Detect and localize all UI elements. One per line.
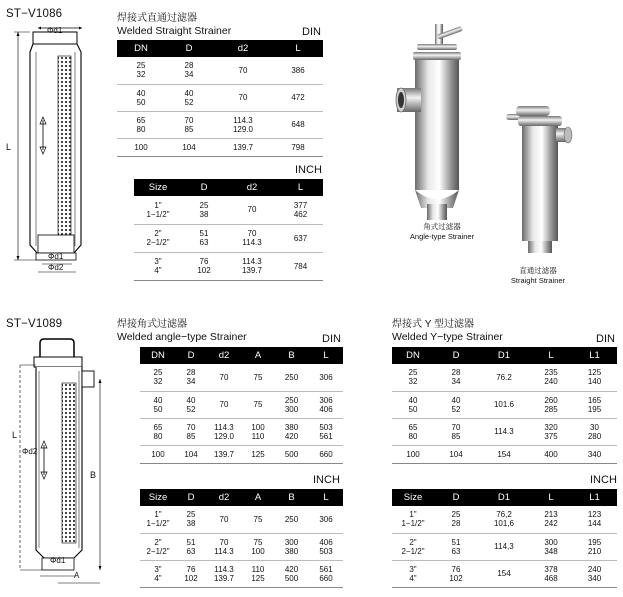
table-cell: 406 503 bbox=[319, 537, 333, 556]
table-cell: 70 bbox=[219, 372, 229, 382]
col-header: d2 bbox=[213, 40, 273, 57]
table-cell: 377 462 bbox=[293, 200, 308, 219]
table-cell: 660 bbox=[319, 449, 333, 459]
angle-strainer-photo bbox=[395, 18, 485, 233]
table-cell: 114.3 139.7 bbox=[213, 564, 235, 583]
table-cell: 70 85 bbox=[184, 115, 194, 134]
col-header: L bbox=[309, 489, 343, 506]
table-cell: 65 80 bbox=[408, 422, 418, 441]
table-cell: 114.3 bbox=[494, 427, 514, 436]
table-cell: 300 348 bbox=[544, 537, 558, 556]
col-header: DN bbox=[140, 347, 176, 364]
table-cell: 123 144 bbox=[587, 510, 602, 529]
table-straight-din bbox=[117, 40, 323, 157]
table-cell: 28 34 bbox=[451, 368, 461, 387]
col-header: A bbox=[242, 347, 274, 364]
table-cell: 40 50 bbox=[136, 88, 146, 107]
col-header: Size bbox=[134, 179, 182, 196]
angle-strainer-drawing bbox=[0, 335, 112, 590]
table-cell: 75 bbox=[253, 514, 263, 524]
table-cell: 76,2 101,6 bbox=[493, 510, 515, 529]
table-cell: 306 bbox=[319, 514, 333, 524]
straight-strainer-photo bbox=[500, 100, 575, 260]
table-cell: 65 80 bbox=[136, 115, 146, 134]
table-cell: 30 280 bbox=[587, 422, 602, 441]
table-y-din bbox=[392, 347, 617, 464]
table-cell: 250 300 bbox=[284, 395, 299, 414]
table-cell: 100 110 bbox=[251, 422, 265, 441]
table-cell: 70 bbox=[247, 205, 257, 215]
table-cell: 154 bbox=[497, 569, 511, 578]
caption-straight-en: Straight Strainer bbox=[510, 276, 566, 285]
table-cell: 3" 4" bbox=[154, 564, 162, 583]
table-y-inch bbox=[392, 489, 617, 588]
table-cell: 101.6 bbox=[493, 400, 515, 409]
col-header: L bbox=[309, 347, 343, 364]
table-cell: 100 bbox=[406, 449, 420, 459]
table-cell: 70 114.3 bbox=[242, 229, 262, 247]
table-cell: 306 406 bbox=[319, 395, 333, 414]
table-cell: 503 561 bbox=[319, 422, 333, 441]
table-cell: 40 52 bbox=[184, 88, 194, 107]
standard-din-angle: DIN bbox=[322, 333, 341, 345]
col-header: D1 bbox=[478, 347, 530, 364]
table-cell: 104 bbox=[182, 142, 196, 152]
col-header: A bbox=[242, 489, 274, 506]
col-header: d2 bbox=[226, 179, 278, 196]
dim-a-angle: A bbox=[74, 571, 80, 580]
col-header: D bbox=[434, 347, 478, 364]
table-angle-inch bbox=[140, 489, 343, 588]
table-cell: 28 34 bbox=[184, 61, 194, 80]
model-st-v1089: ST−V1089 bbox=[6, 318, 63, 330]
table-cell: 70 85 bbox=[451, 422, 461, 441]
table-cell: 75 bbox=[253, 400, 263, 409]
table-cell: 25 32 bbox=[153, 368, 163, 387]
table-cell: 114,3 bbox=[494, 542, 514, 551]
table-cell: 70 bbox=[219, 514, 229, 524]
table-cell: 40 52 bbox=[186, 395, 196, 414]
table-cell: 70 85 bbox=[186, 422, 196, 441]
table-cell: 125 140 bbox=[587, 368, 602, 387]
table-cell: 114.3 129.0 bbox=[213, 422, 235, 441]
inch-label-top: INCH bbox=[295, 164, 322, 176]
caption-straight-cn: 直通过滤器 bbox=[519, 266, 557, 275]
dim-d1-angle: Φd1 bbox=[50, 556, 66, 565]
table-cell: 235 240 bbox=[544, 368, 558, 387]
table-cell: 260 285 bbox=[544, 395, 558, 414]
model-st-v1086: ST−V1086 bbox=[6, 8, 63, 20]
dim-b-angle: B bbox=[90, 470, 97, 480]
title-cn-angle: 焊接角式过滤器 bbox=[117, 319, 187, 330]
table-cell: 648 bbox=[291, 120, 305, 129]
table-cell: 1" 1−1/2" bbox=[146, 200, 170, 219]
caption-angle-en: Angle-type Strainer bbox=[409, 232, 475, 241]
table-cell: 25 32 bbox=[136, 61, 146, 80]
col-header: d2 bbox=[206, 347, 242, 364]
table-cell: 100 bbox=[134, 142, 148, 152]
table-cell: 28 34 bbox=[186, 368, 196, 387]
col-header: L bbox=[530, 489, 572, 506]
col-header: D bbox=[176, 347, 206, 364]
col-header: Size bbox=[392, 489, 434, 506]
table-cell: 420 500 bbox=[284, 564, 299, 583]
table-cell: 70 bbox=[238, 93, 248, 102]
table-cell: 51 63 bbox=[451, 537, 461, 556]
col-header: L1 bbox=[572, 489, 617, 506]
table-cell: 154 bbox=[497, 449, 511, 459]
table-cell: 76 102 bbox=[197, 257, 211, 275]
table-cell: 306 bbox=[319, 372, 333, 382]
table-cell: 386 bbox=[291, 65, 305, 75]
table-cell: 70 114.3 bbox=[214, 537, 234, 556]
table-cell: 75 100 bbox=[251, 537, 265, 556]
table-straight-inch bbox=[134, 179, 323, 281]
table-cell: 380 420 bbox=[284, 422, 299, 441]
table-cell: 114.3 129.0 bbox=[232, 115, 254, 134]
table-cell: 76 102 bbox=[184, 564, 198, 583]
table-cell: 1" 1−1/2" bbox=[146, 510, 170, 529]
col-header: L bbox=[278, 179, 323, 196]
col-header: L bbox=[530, 347, 572, 364]
table-cell: 2" 2−1/2" bbox=[146, 229, 170, 247]
table-cell: 250 bbox=[284, 514, 299, 524]
table-cell: 3" 4" bbox=[154, 257, 162, 275]
table-cell: 40 50 bbox=[153, 395, 163, 414]
table-cell: 250 bbox=[284, 372, 299, 382]
title-en-angle: Welded angle−type Strainer bbox=[117, 331, 247, 343]
dim-l: L bbox=[6, 142, 12, 152]
table-cell: 40 50 bbox=[408, 395, 418, 414]
table-cell: 3" 4" bbox=[409, 564, 417, 583]
table-cell: 139.7 bbox=[213, 449, 235, 459]
table-cell: 51 63 bbox=[186, 537, 196, 556]
table-cell: 1" 1−1/2" bbox=[401, 510, 425, 529]
table-cell: 125 bbox=[251, 449, 265, 459]
table-cell: 76.2 bbox=[496, 372, 512, 382]
table-cell: 300 380 bbox=[284, 537, 299, 556]
table-cell: 114.3 139.7 bbox=[241, 257, 263, 275]
caption-angle-cn: 角式过滤器 bbox=[423, 222, 461, 231]
table-cell: 561 660 bbox=[319, 564, 333, 583]
table-cell: 76 102 bbox=[449, 564, 463, 583]
col-header: B bbox=[274, 347, 309, 364]
table-cell: 2" 2−1/2" bbox=[401, 537, 425, 556]
table-cell: 213 242 bbox=[544, 510, 558, 529]
standard-din-y: DIN bbox=[596, 333, 615, 345]
table-cell: 25 38 bbox=[186, 510, 196, 529]
col-header: D bbox=[176, 489, 206, 506]
table-cell: 195 210 bbox=[587, 537, 602, 556]
table-cell: 637 bbox=[293, 233, 308, 243]
table-cell: 798 bbox=[291, 142, 305, 152]
dim-d1-bottom: Φd1 bbox=[48, 252, 64, 261]
col-header: d2 bbox=[206, 489, 242, 506]
table-angle-din bbox=[140, 347, 343, 464]
col-header: D bbox=[434, 489, 478, 506]
col-header: B bbox=[274, 489, 309, 506]
table-cell: 340 bbox=[587, 449, 602, 459]
table-cell: 40 52 bbox=[451, 395, 461, 414]
table-cell: 139.7 bbox=[232, 142, 254, 152]
inch-label-angle: INCH bbox=[313, 474, 340, 486]
table-cell: 104 bbox=[184, 449, 198, 459]
col-header: DN bbox=[117, 40, 165, 57]
table-cell: 70 bbox=[219, 400, 229, 409]
table-cell: 240 340 bbox=[587, 564, 602, 583]
table-cell: 378 468 bbox=[544, 564, 558, 583]
title-cn-y: 焊接式 Y 型过滤器 bbox=[392, 319, 475, 330]
table-cell: 784 bbox=[293, 261, 308, 271]
dim-l-angle: L bbox=[12, 430, 18, 440]
standard-din-top: DIN bbox=[302, 26, 321, 38]
title-en-straight: Welded Straight Strainer bbox=[117, 25, 232, 37]
inch-label-y: INCH bbox=[590, 474, 617, 486]
dim-d1-top: Φd1 bbox=[47, 26, 63, 35]
col-header: DN bbox=[392, 347, 434, 364]
table-cell: 70 bbox=[238, 65, 248, 75]
col-header: Size bbox=[140, 489, 176, 506]
table-cell: 472 bbox=[291, 93, 305, 102]
col-header: D bbox=[165, 40, 213, 57]
table-cell: 165 195 bbox=[587, 395, 602, 414]
table-cell: 110 125 bbox=[251, 564, 265, 583]
col-header: D bbox=[182, 179, 226, 196]
table-cell: 25 38 bbox=[199, 200, 209, 219]
table-cell: 400 bbox=[544, 449, 558, 459]
table-cell: 100 bbox=[151, 449, 165, 459]
dim-d2: Φd2 bbox=[48, 263, 64, 272]
col-header: D1 bbox=[478, 489, 530, 506]
col-header: L1 bbox=[572, 347, 617, 364]
title-en-y: Welded Y−type Strainer bbox=[392, 331, 503, 343]
dim-d2-angle: Φd2 bbox=[22, 447, 38, 456]
table-cell: 25 32 bbox=[408, 368, 418, 387]
table-cell: 65 80 bbox=[153, 422, 163, 441]
table-cell: 500 bbox=[284, 449, 299, 459]
straight-strainer-drawing bbox=[0, 20, 110, 280]
table-cell: 51 63 bbox=[199, 229, 209, 247]
title-cn-straight: 焊接式直通过滤器 bbox=[117, 13, 197, 24]
col-header: L bbox=[273, 40, 323, 57]
table-cell: 320 375 bbox=[544, 422, 558, 441]
table-cell: 2" 2−1/2" bbox=[146, 537, 170, 556]
table-cell: 104 bbox=[449, 449, 463, 459]
table-cell: 75 bbox=[253, 372, 263, 382]
table-cell: 25 28 bbox=[451, 510, 461, 529]
